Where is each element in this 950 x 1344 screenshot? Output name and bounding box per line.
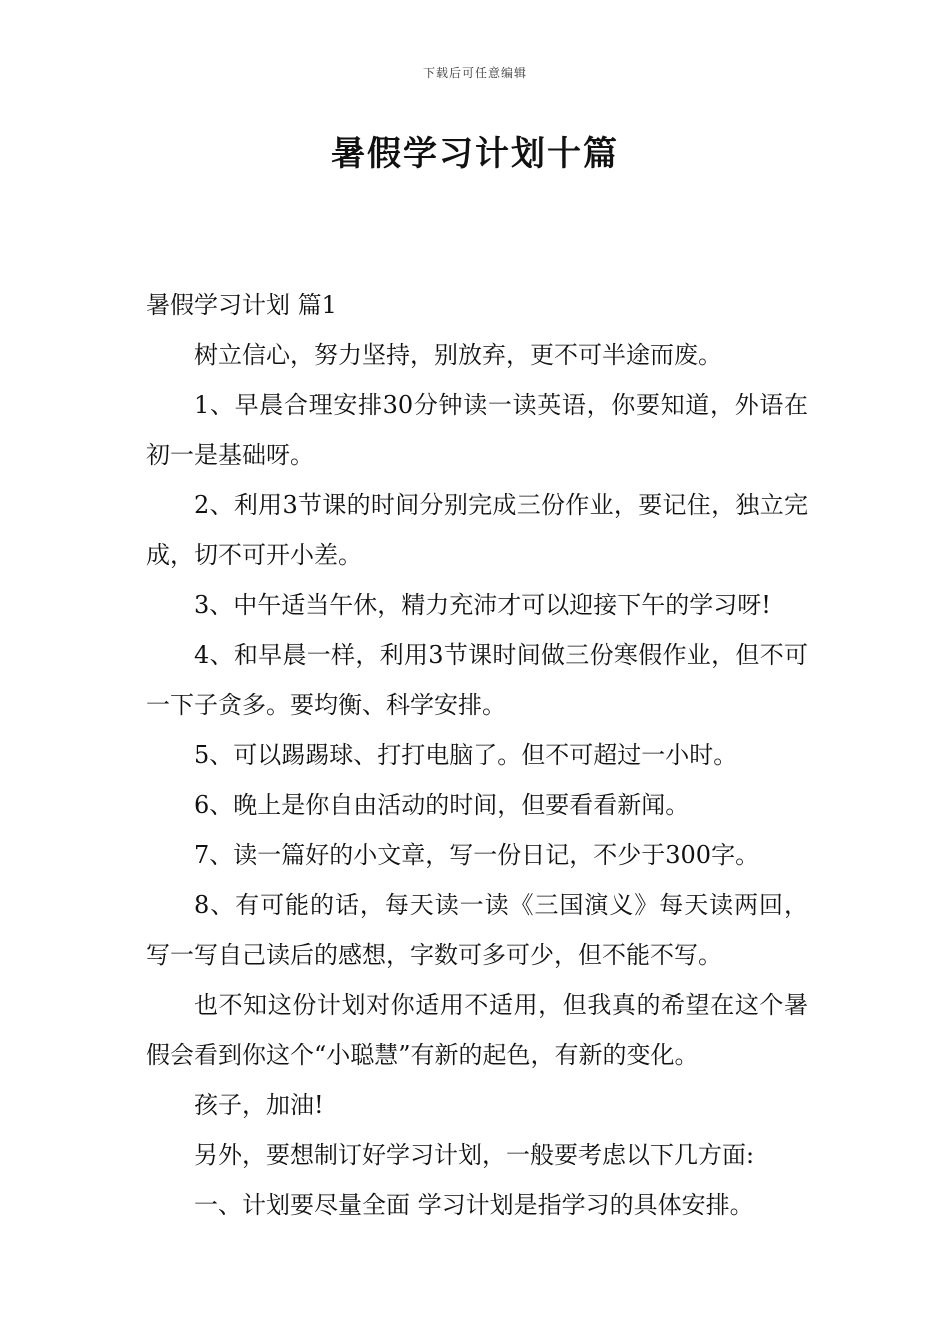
paragraph: 一、计划要尽量全面 学习计划是指学习的具体安排。 (194, 1191, 754, 1219)
paragraph: 6、晚上是你自由活动的时间，但要看看新闻。 (194, 791, 690, 819)
section-heading: 暑假学习计划 篇1 (146, 291, 337, 319)
header-note: 下载后可任意编辑 (422, 66, 527, 80)
paragraph: 3、中午适当午休，精力充沛才可以迎接下午的学习呀! (194, 591, 771, 619)
paragraph: 7、读一篇好的小文章，写一份日记，不少于300字。 (194, 841, 760, 869)
paragraph: 也不知这份计划对你适用不适用，但我真的希望在这个暑假会看到你这个“小聪慧”有新的起色，有新的变化。 (146, 991, 808, 1069)
paragraph: 4、和早晨一样，利用3节课时间做三份寒假作业，但不可一下子贪多。要均衡、科学安排。 (146, 641, 808, 719)
paragraph: 5、可以踢踢球、打打电脑了。但不可超过一小时。 (194, 741, 738, 769)
document-body (146, 280, 808, 1230)
paragraph: 另外，要想制订好学习计划，一般要考虑以下几方面: (194, 1141, 755, 1169)
paragraph: 8、有可能的话，每天读一读《三国演义》每天读两回，写一写自己读后的感想，字数可多可少，但不能不写。 (146, 891, 808, 969)
document-title: 暑假学习计划十篇 (331, 134, 619, 174)
paragraph: 孩子，加油! (194, 1091, 324, 1119)
paragraph: 1、早晨合理安排30分钟读一读英语，你要知道，外语在初一是基础呀。 (146, 391, 808, 469)
paragraph: 2、利用3节课的时间分别完成三份作业，要记住，独立完成，切不可开小差。 (146, 491, 808, 569)
paragraph: 树立信心，努力坚持，别放弃，更不可半途而废。 (194, 341, 722, 369)
